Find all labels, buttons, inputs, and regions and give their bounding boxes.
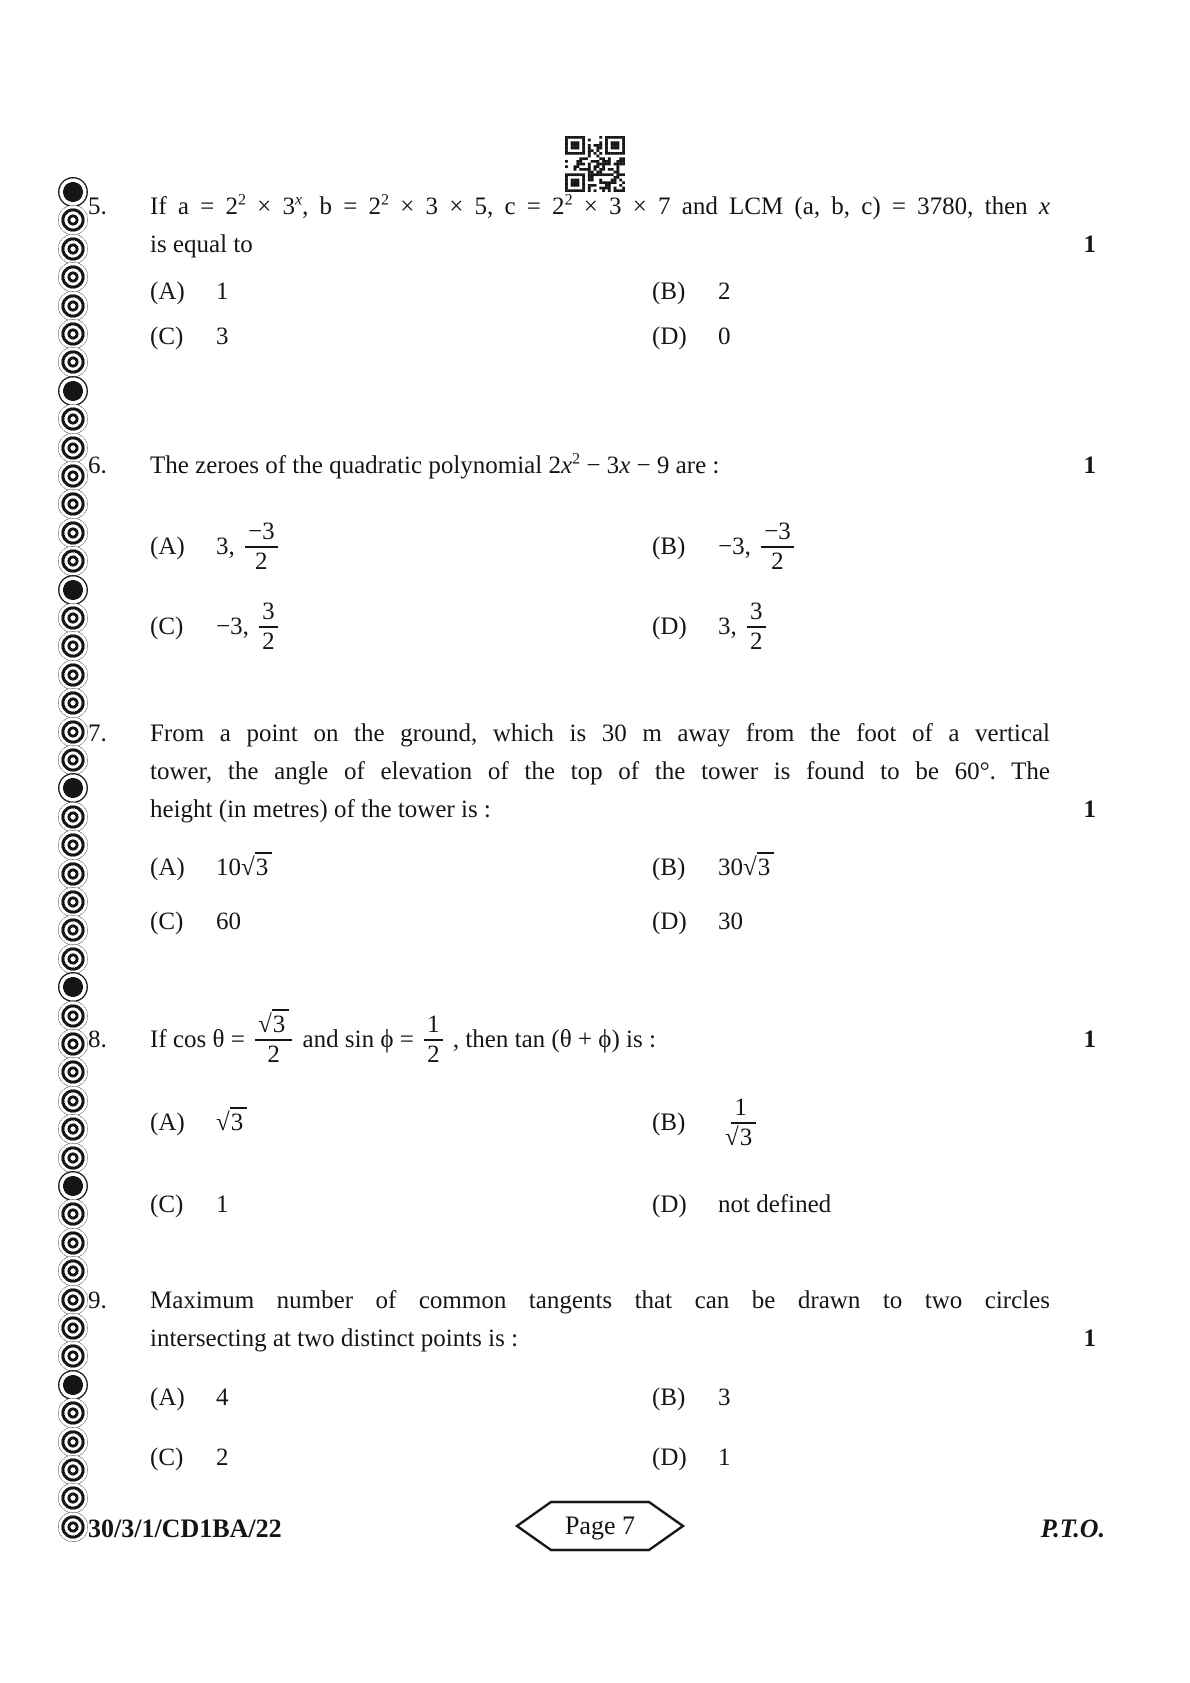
option-value: 1 bbox=[216, 278, 229, 305]
option-label: (D) bbox=[652, 1444, 687, 1471]
binding-circle bbox=[58, 1029, 88, 1059]
option-label: (C) bbox=[150, 908, 184, 935]
option-label: (D) bbox=[652, 1191, 687, 1218]
binding-circle-filled bbox=[58, 376, 88, 406]
binding-circle bbox=[58, 291, 88, 321]
option-label: (B) bbox=[652, 278, 686, 305]
option-c bbox=[150, 1439, 229, 1477]
option-value: −3, bbox=[718, 533, 758, 560]
binding-circle-filled bbox=[58, 773, 88, 803]
option-label: (B) bbox=[652, 854, 686, 881]
binding-circle bbox=[58, 1483, 88, 1513]
binding-circle bbox=[58, 1313, 88, 1343]
pto-label: P.T.O. bbox=[1040, 1514, 1105, 1543]
option-label: (A) bbox=[150, 278, 185, 305]
binding-circle bbox=[58, 915, 88, 945]
option-value: 2 bbox=[718, 278, 731, 305]
options-row bbox=[150, 1439, 1050, 1477]
binding-circle bbox=[58, 1455, 88, 1485]
option-a bbox=[150, 846, 272, 890]
question-line: From a point on the ground, which is 30 m away from the foot of a vertical bbox=[150, 720, 1050, 747]
binding-circle bbox=[58, 1143, 88, 1173]
binding-circle bbox=[58, 688, 88, 718]
binding-circle bbox=[58, 1199, 88, 1229]
option-label: (C) bbox=[150, 1444, 184, 1471]
binding-circle bbox=[58, 433, 88, 463]
binding-circle bbox=[58, 518, 88, 548]
square-root: √3 bbox=[258, 1009, 289, 1038]
binding-circle bbox=[58, 859, 88, 889]
binding-circle bbox=[58, 631, 88, 661]
binding-circle bbox=[58, 944, 88, 974]
option-value: 30 bbox=[718, 854, 743, 881]
binding-circle bbox=[58, 1228, 88, 1258]
binding-circle bbox=[58, 802, 88, 832]
binding-circle bbox=[58, 404, 88, 434]
qr-code bbox=[565, 136, 625, 192]
option-value: 3, bbox=[216, 533, 241, 560]
option-label: (C) bbox=[150, 323, 184, 350]
question-number: 6. bbox=[88, 452, 107, 479]
option-value: 3 bbox=[718, 1384, 731, 1411]
question-line: The zeroes of the quadratic polynomial $2x^2 - 3x - 9$ are : bbox=[150, 450, 720, 479]
option-b bbox=[652, 273, 731, 311]
option-a bbox=[150, 514, 282, 580]
option-value: 1 bbox=[718, 1444, 731, 1471]
option-value: 2 bbox=[216, 1444, 229, 1471]
option-c bbox=[150, 594, 282, 660]
question-line: is equal to bbox=[150, 231, 253, 258]
binding-circle bbox=[58, 1285, 88, 1315]
fraction: $\frac{3}{2}$ bbox=[747, 598, 766, 656]
option-label: (D) bbox=[652, 613, 687, 640]
marks-value: 1 bbox=[1083, 452, 1096, 479]
option-value: 4 bbox=[216, 1384, 229, 1411]
binding-circle-filled bbox=[58, 972, 88, 1002]
binding-circle bbox=[58, 546, 88, 576]
options-row bbox=[150, 1090, 1050, 1156]
binding-circle bbox=[58, 262, 88, 292]
option-d bbox=[652, 594, 770, 660]
question-line: If cos θ = $\frac{√3}{2}$ and sin ϕ = $\frac{1}{2}$ , then tan (θ + ϕ) is : bbox=[150, 1011, 656, 1068]
marks-value: 1 bbox=[1083, 796, 1096, 823]
binding-circle-filled bbox=[58, 1370, 88, 1400]
footer-paper-code: 30/3/1/CD1BA/22 bbox=[88, 1514, 282, 1543]
binding-circle bbox=[58, 603, 88, 633]
option-d bbox=[652, 1186, 831, 1224]
question-line: height (in metres) of the tower is : bbox=[150, 796, 491, 823]
option-d bbox=[652, 1439, 731, 1477]
option-label: (B) bbox=[652, 1384, 686, 1411]
option-value: 10 bbox=[216, 854, 241, 881]
option-a bbox=[150, 1090, 247, 1156]
options-row bbox=[150, 273, 1050, 311]
fraction: $\frac{-3}{2}$ bbox=[761, 518, 794, 576]
option-label: (D) bbox=[652, 908, 687, 935]
question-line: tower, the angle of elevation of the top of the tower is found to be 60°. The bbox=[150, 758, 1050, 785]
option-value: 0 bbox=[718, 323, 731, 350]
binding-circle-filled bbox=[58, 177, 88, 207]
option-c bbox=[150, 903, 241, 941]
option-c bbox=[150, 1186, 229, 1224]
binding-circle bbox=[58, 489, 88, 519]
option-label: (C) bbox=[150, 1191, 184, 1218]
question-number: 9. bbox=[88, 1287, 107, 1314]
binding-circle bbox=[58, 1512, 88, 1542]
binding-circle bbox=[58, 347, 88, 377]
binding-circle bbox=[58, 1427, 88, 1457]
binding-circle-filled bbox=[58, 575, 88, 605]
binding-circle bbox=[58, 887, 88, 917]
marks-value: 1 bbox=[1083, 231, 1096, 258]
option-value: 3 bbox=[216, 323, 229, 350]
option-label: (A) bbox=[150, 533, 185, 560]
binding-circle bbox=[58, 1057, 88, 1087]
option-label: (A) bbox=[150, 1109, 185, 1136]
binding-circle bbox=[58, 319, 88, 349]
option-b bbox=[652, 1090, 763, 1156]
binding-circle bbox=[58, 461, 88, 491]
option-b bbox=[652, 846, 774, 890]
option-a bbox=[150, 1379, 229, 1417]
option-b bbox=[652, 514, 798, 580]
option-label: (B) bbox=[652, 1109, 686, 1136]
square-root: √3 bbox=[216, 1109, 247, 1137]
binding-circle bbox=[58, 717, 88, 747]
option-d bbox=[652, 903, 743, 941]
option-value: 30 bbox=[718, 908, 743, 935]
options-row bbox=[150, 1186, 1050, 1224]
binding-circle bbox=[58, 205, 88, 235]
marks-value: 1 bbox=[1083, 1325, 1096, 1352]
question-number: 7. bbox=[88, 720, 107, 747]
square-root: √3 bbox=[241, 854, 272, 882]
marks-value: 1 bbox=[1083, 1026, 1096, 1053]
option-c bbox=[150, 318, 229, 356]
option-d bbox=[652, 318, 731, 356]
binding-circle bbox=[58, 1341, 88, 1371]
fraction: $\frac{3}{2}$ bbox=[259, 598, 278, 656]
page-number-badge bbox=[515, 1499, 685, 1553]
options-row bbox=[150, 846, 1050, 890]
option-label: (A) bbox=[150, 1384, 185, 1411]
option-label: (D) bbox=[652, 323, 687, 350]
question-line: Maximum number of common tangents that can be drawn to two circles bbox=[150, 1287, 1050, 1314]
question-line: intersecting at two distinct points is : bbox=[150, 1325, 519, 1352]
option-value: 3, bbox=[718, 613, 743, 640]
fraction: $\frac{√3}{2}$ bbox=[255, 1011, 292, 1069]
page-number-label: Page 7 bbox=[564, 1511, 636, 1540]
binding-circle-filled bbox=[58, 1171, 88, 1201]
spiral-binding-strip bbox=[0, 0, 95, 1683]
options-row bbox=[150, 318, 1050, 356]
binding-circle bbox=[58, 234, 88, 264]
square-root: √3 bbox=[743, 854, 774, 882]
options-row bbox=[150, 594, 1050, 660]
option-value: not defined bbox=[718, 1191, 832, 1218]
binding-circle bbox=[58, 660, 88, 690]
option-label: (C) bbox=[150, 613, 184, 640]
option-value: −3, bbox=[216, 613, 256, 640]
binding-circle bbox=[58, 1398, 88, 1428]
option-label: (B) bbox=[652, 533, 686, 560]
option-a bbox=[150, 273, 229, 311]
binding-circle bbox=[58, 1114, 88, 1144]
question-number: 8. bbox=[88, 1026, 107, 1053]
fraction: $\frac{-3}{2}$ bbox=[245, 518, 278, 576]
fraction: $\frac{1}{2}$ bbox=[424, 1011, 443, 1069]
binding-circle bbox=[58, 745, 88, 775]
option-value: 1 bbox=[216, 1191, 229, 1218]
options-row bbox=[150, 1379, 1050, 1417]
binding-circle bbox=[58, 1086, 88, 1116]
options-row bbox=[150, 514, 1050, 580]
option-b bbox=[652, 1379, 731, 1417]
fraction: $\frac{1}{√3}$ bbox=[722, 1094, 759, 1152]
square-root: √3 bbox=[725, 1122, 756, 1151]
option-value: 60 bbox=[216, 908, 241, 935]
options-row bbox=[150, 903, 1050, 941]
binding-circle bbox=[58, 1256, 88, 1286]
binding-circle bbox=[58, 1001, 88, 1031]
question-number: 5. bbox=[88, 193, 107, 220]
question-line: If $a = 2^2 \times 3^x$, $b = 2^2 \times 3 \times 5$, $c = 2^2 \times 3 \times 7$ and LCM (a, b, c) = 3780, then x bbox=[150, 191, 1050, 220]
option-label: (A) bbox=[150, 854, 185, 881]
binding-circle bbox=[58, 830, 88, 860]
